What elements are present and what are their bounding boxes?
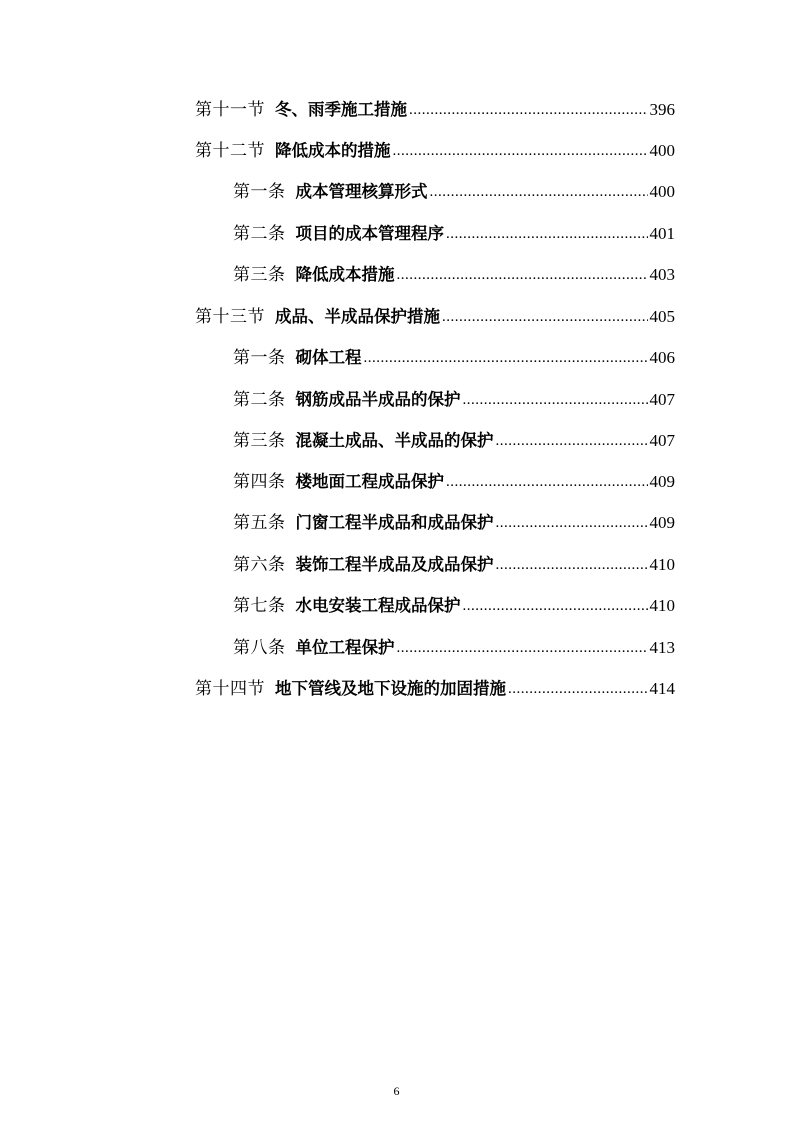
toc-entry[interactable] bbox=[233, 343, 675, 373]
toc-dot-leader bbox=[364, 343, 648, 373]
toc-dot-leader bbox=[496, 426, 648, 456]
toc-entry-page: 409 bbox=[649, 472, 675, 491]
toc-dot-leader bbox=[463, 591, 648, 621]
toc-entry-page: 403 bbox=[649, 265, 675, 284]
page-number: 6 bbox=[393, 1084, 400, 1098]
toc-entry-number: 第八条 bbox=[233, 638, 286, 658]
toc-entry[interactable] bbox=[233, 591, 675, 621]
toc-entry[interactable] bbox=[195, 95, 675, 125]
toc-entry[interactable] bbox=[195, 674, 675, 704]
toc-entry[interactable] bbox=[233, 177, 675, 207]
toc-entry-page: 410 bbox=[649, 596, 675, 615]
toc-entry-page: 396 bbox=[649, 100, 675, 119]
toc-entry-number: 第四条 bbox=[233, 472, 286, 492]
toc-entry-page: 409 bbox=[649, 513, 675, 532]
toc-entry-title: 地下管线及地下设施的加固措施 bbox=[275, 679, 506, 698]
toc-dot-leader bbox=[397, 260, 648, 290]
toc-entry-number: 第六条 bbox=[233, 555, 286, 575]
toc-entry[interactable] bbox=[195, 302, 675, 332]
toc-entry[interactable] bbox=[233, 508, 675, 538]
toc-entry[interactable] bbox=[233, 550, 675, 580]
toc-entry-title: 成本管理核算形式 bbox=[295, 182, 428, 201]
toc-dot-leader bbox=[508, 674, 648, 704]
toc-dot-leader bbox=[446, 219, 648, 249]
toc-entry-title: 楼地面工程成品保护 bbox=[295, 472, 444, 491]
toc-entry-number: 第三条 bbox=[233, 265, 286, 285]
toc-entry-number: 第一条 bbox=[233, 348, 286, 368]
toc-entry-number: 第十四节 bbox=[195, 679, 265, 699]
toc-entry-page: 400 bbox=[649, 141, 675, 160]
toc-entry-title: 降低成本的措施 bbox=[275, 141, 391, 160]
toc-entry[interactable] bbox=[195, 136, 675, 166]
toc-entry-number: 第七条 bbox=[233, 596, 286, 616]
toc-entry-page: 413 bbox=[649, 638, 675, 657]
toc-entry-title: 冬、雨季施工措施 bbox=[275, 100, 407, 119]
toc-entry-number: 第五条 bbox=[233, 513, 286, 533]
toc-dot-leader bbox=[393, 136, 648, 166]
toc-entry-title: 砌体工程 bbox=[295, 348, 362, 367]
toc-entry-number: 第三条 bbox=[233, 431, 286, 451]
toc-dot-leader bbox=[409, 95, 648, 125]
toc-entry[interactable] bbox=[233, 219, 675, 249]
toc-entry[interactable] bbox=[233, 467, 675, 497]
toc-entry-page: 414 bbox=[649, 679, 675, 698]
toc-entry-page: 405 bbox=[649, 307, 675, 326]
toc-entry-page: 407 bbox=[649, 390, 675, 409]
toc-entry-number: 第十三节 bbox=[195, 307, 265, 327]
toc-entry[interactable] bbox=[233, 426, 675, 456]
toc-entry-title: 降低成本措施 bbox=[295, 265, 395, 284]
toc-entry-title: 成品、半成品保护措施 bbox=[275, 307, 440, 326]
toc-entry-title: 钢筋成品半成品的保护 bbox=[295, 390, 461, 409]
toc-dot-leader bbox=[496, 550, 648, 580]
toc-entry-title: 水电安装工程成品保护 bbox=[295, 596, 461, 615]
toc-entry-page: 410 bbox=[649, 555, 675, 574]
toc-dot-leader bbox=[442, 302, 648, 332]
toc-dot-leader bbox=[430, 177, 648, 207]
toc-entry-title: 项目的成本管理程序 bbox=[295, 224, 444, 243]
toc-entry-title: 混凝土成品、半成品的保护 bbox=[295, 431, 494, 450]
toc-dot-leader bbox=[463, 385, 648, 415]
toc-entry-number: 第十二节 bbox=[195, 141, 265, 161]
toc-entry-title: 装饰工程半成品及成品保护 bbox=[295, 555, 494, 574]
toc-entry[interactable] bbox=[233, 385, 675, 415]
toc-entry-page: 401 bbox=[649, 224, 675, 243]
toc-entry-title: 单位工程保护 bbox=[295, 638, 395, 657]
toc-entry-title: 门窗工程半成品和成品保护 bbox=[295, 513, 494, 532]
toc-dot-leader bbox=[496, 508, 648, 538]
toc-entry-page: 400 bbox=[649, 182, 675, 201]
toc-dot-leader bbox=[446, 467, 648, 497]
toc-entry-page: 406 bbox=[649, 348, 675, 367]
toc-dot-leader bbox=[397, 633, 648, 663]
toc-entry-number: 第一条 bbox=[233, 182, 286, 202]
toc-entry[interactable] bbox=[233, 633, 675, 663]
toc-entry-number: 第十一节 bbox=[195, 100, 265, 120]
toc-entry[interactable] bbox=[233, 260, 675, 290]
toc-entry-number: 第二条 bbox=[233, 224, 286, 244]
toc-entry-page: 407 bbox=[649, 431, 675, 450]
toc-entry-number: 第二条 bbox=[233, 390, 286, 410]
